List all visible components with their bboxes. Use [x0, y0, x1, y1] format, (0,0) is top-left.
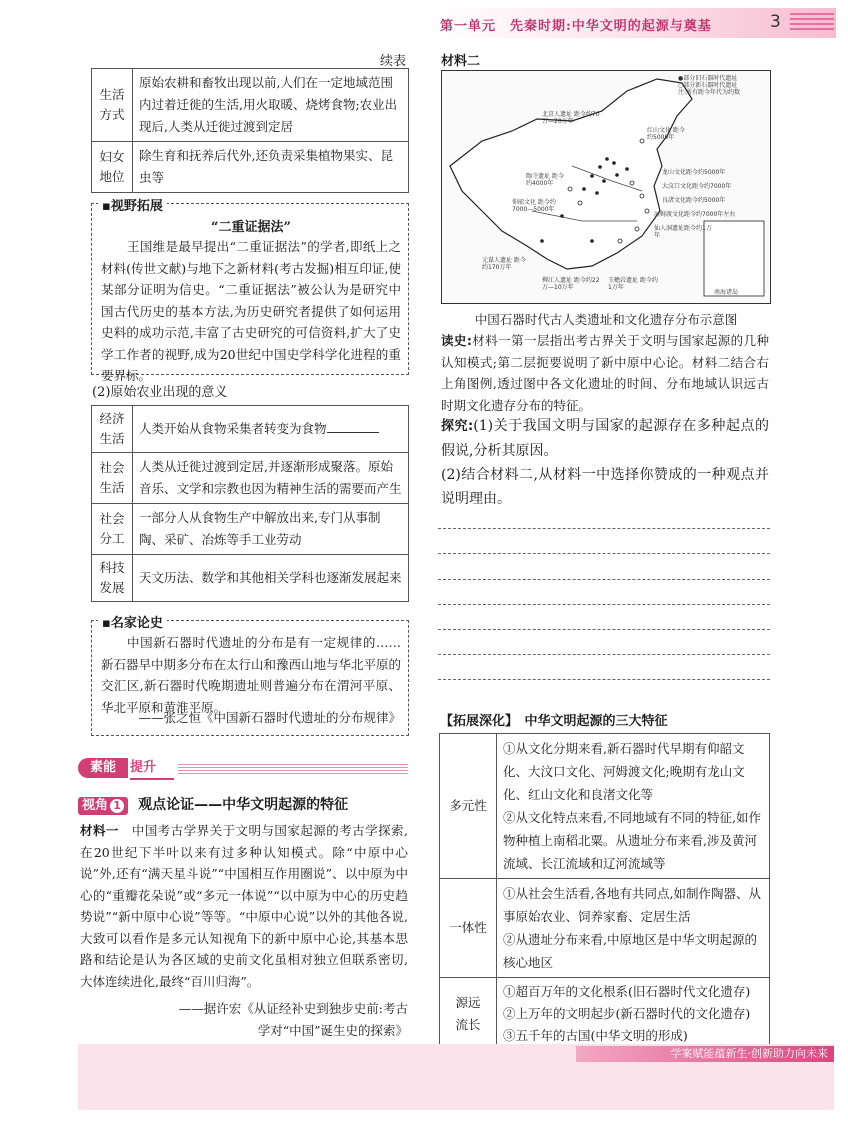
map-label: 仰韶文化 距今约7000—5000年: [512, 199, 556, 213]
view-tag-label: 视角: [82, 798, 109, 813]
feature-key: 一体性: [440, 879, 497, 978]
deep-tag: 【拓展深化】: [440, 714, 512, 729]
row-value-text: 人类开始从食物采集者转变为食物: [139, 421, 327, 436]
feature-item: ②从遗址分布来看,中原地区是中华文明起源的核心地区: [503, 932, 757, 970]
answer-line[interactable]: [438, 604, 770, 605]
footer-slogan: 学案赋能蕴新生·创新助力向未来: [576, 1046, 834, 1062]
row-key: 经济生活: [92, 406, 133, 453]
map-label: 大汶口文化距今约7000年: [662, 183, 732, 190]
table-row: [440, 879, 770, 978]
page-number: 3: [770, 12, 781, 32]
explore-section: [441, 414, 769, 463]
legend-item: 注:所有距今年代为约数: [678, 89, 741, 96]
row-value: 原始农耕和畜牧出现以前,人们在一定地域范围内过着迁徙的生活,用火取暖、烧烤食物;农业出现后,人类从迁徙过渡到定居: [133, 69, 409, 142]
feature-item: ①超百万年的文化根系(旧石器时代文化遗存): [503, 984, 751, 999]
material-one-label: 材料一: [80, 823, 119, 838]
row-key: 科技发展: [92, 555, 133, 602]
answer-line[interactable]: [438, 679, 770, 680]
material-one-source: ——据许宏《从证经补史到独步史前:考古学对“中国”诞生史的探索》: [178, 1001, 408, 1038]
table-row: [92, 555, 409, 602]
subheading-significance: (2)原始农业出现的意义: [92, 385, 228, 400]
map-label: 龙山文化距今约5000年: [662, 169, 726, 176]
feature-item: ①从社会生活看,各地有共同点,如制作陶器、从事原始农业、饲养家畜、定居生活: [503, 886, 761, 924]
row-key: 妇女地位: [92, 142, 133, 193]
view-tag: [78, 797, 128, 815]
reading-text: 材料一第一层指出考古界关于文明与国家起源的几种认知模式;第二层扼要说明了新中原中心论。材料二结合右上角图例,透过图中各文化遗址的时间、分布地域认识远古时期文化遗存分布的特征。: [441, 333, 769, 413]
row-value: 除生育和抚养后代外,还负责采集植物果实、昆虫等: [133, 142, 409, 193]
deep-title: 中华文明起源的三大特征: [524, 714, 668, 729]
map-label: 良渚文化距今约5000年: [662, 197, 726, 204]
map-label: 玉蟾岩遗址 距今约1万年: [608, 277, 658, 291]
vision-tag: ▪视野拓展: [98, 195, 167, 214]
feature-value: [497, 879, 770, 978]
map-caption: 中国石器时代古人类遗址和文化遗存分布示意图: [474, 312, 738, 327]
row-key: 社会分工: [92, 504, 133, 555]
map-label: 陶寺遗址 距今约4000年: [526, 173, 564, 187]
deep-heading: [440, 710, 668, 729]
map-label: 仙人洞遗址距今约1万年: [654, 225, 712, 239]
view-num-badge: 1: [110, 799, 124, 813]
question-1: (1)关于我国文明与国家的起源存在多种起点的假说,分析其原因。: [441, 418, 769, 459]
map-label: 北京人遗址 距今约70万—20万年: [542, 111, 600, 125]
row-value: 一部分人从食物生产中解放出来,专门从事制陶、采矿、冶炼等手工业劳动: [133, 504, 409, 555]
row-value: [133, 406, 409, 453]
scholar-text: 中国新石器时代遗址的分布是有一定规律的……新石器早中期多分布在太行山和豫西山地与华北平原的交汇区,新石器时代晚期遗址则普遍分布在渭河平原、华北平原和黄淮平原。: [101, 635, 402, 715]
feature-value: [497, 734, 770, 879]
table-significance: [91, 405, 409, 602]
features-table: [439, 733, 770, 1051]
map-label: 红山文化 距今约5000年: [647, 127, 685, 141]
feature-item: ③五千年的古国(中华文明的形成): [503, 1028, 688, 1043]
continued-label: 续表: [380, 54, 407, 69]
feature-key: 源远流长: [440, 978, 497, 1051]
scholar-tag: ▪名家论史: [98, 612, 167, 631]
explore-label: 探究:: [441, 419, 474, 434]
scholar-source: ——张之恒《中国新石器时代遗址的分布规律》: [138, 710, 401, 725]
vision-tag-label: 视野拓展: [110, 199, 163, 214]
map-label: 南海诸岛: [714, 289, 739, 296]
feature-item: ②上万年的文明起步(新石器时代的文化遗存): [503, 1006, 751, 1021]
banner-stripes: [178, 764, 408, 774]
question-2: (2)结合材料二,从材料一中选择你赞成的一种观点并说明理由。: [441, 467, 769, 507]
legend-item: ●部分旧石器时代遗址: [678, 75, 738, 82]
table-row: [92, 69, 409, 142]
banner-part-a: 素能: [78, 758, 128, 778]
table-row: [92, 453, 409, 504]
unit-title: 第一单元 先秦时期:中华文明的起源与奠基: [440, 19, 712, 34]
header-stripes: [790, 13, 834, 31]
table-row: [92, 406, 409, 453]
feature-key: 多元性: [440, 734, 497, 879]
map-legend: [678, 75, 768, 96]
reading-guide: [441, 330, 769, 416]
table-row: [92, 504, 409, 555]
view-title: 观点论证——中华文明起源的特征: [138, 797, 349, 813]
row-key: 生活方式: [92, 69, 133, 142]
feature-item: ②从文化特点来看,不同地域有不同的特征,如作物种植上南稻北粟。从遗址分布来看,涉及黄河流域、长江流域和辽河流域等: [503, 810, 761, 871]
scholar-tag-label: 名家论史: [110, 616, 163, 631]
view-heading: [78, 794, 348, 812]
answer-line[interactable]: [438, 528, 770, 529]
answer-line[interactable]: [438, 629, 770, 630]
ability-banner: [78, 758, 408, 778]
feature-value: [497, 978, 770, 1051]
reading-label: 读史:: [441, 333, 472, 348]
map-label: 河姆渡文化距今约7000年左右: [654, 211, 736, 218]
china-map: [441, 70, 771, 304]
answer-line[interactable]: [438, 579, 770, 580]
legend-item: ○部分新石器时代遗址: [678, 82, 738, 89]
vision-text: 王国维是最早提出“二重证据法”的学者,即纸上之材料(传世文献)与地下之新材料(考古发掘)相互印证,使某部分证明为信史。“二重证据法”被公认为是研究中国古代历史的基本方法,为历史研究者提供了如何运用史料的成功示范,丰富了古史研究的可信资料,扩大了史学工作者的视野,成为20世纪中国史学科学化进程的重要界标。: [101, 239, 401, 383]
banner-part-b: 提升: [130, 758, 174, 780]
map-label: 元谋人遗址 距今约170万年: [482, 257, 526, 271]
fill-blank: [327, 432, 379, 433]
material-two-label: 材料二: [441, 54, 481, 69]
table-row: [440, 978, 770, 1051]
map-label: 柳江人遗址 距今约22万—10万年: [542, 277, 600, 291]
vision-title: “二重证据法”: [211, 220, 291, 235]
answer-line[interactable]: [438, 553, 770, 554]
row-value: 天文历法、数学和其他相关学科也逐渐发展起来: [133, 555, 409, 602]
row-value: 人类从迁徙过渡到定居,并逐渐形成聚落。原始音乐、文学和宗教也因为精神生活的需要而产生: [133, 453, 409, 504]
material-one: [80, 820, 408, 992]
row-key: 社会生活: [92, 453, 133, 504]
answer-line[interactable]: [438, 654, 770, 655]
table-lifestyle: [91, 68, 409, 193]
table-row: [440, 734, 770, 879]
material-one-text: 中国考古学界关于文明与国家起源的考古学探索,在20世纪下半叶以来有过多种认知模式。除“中原中心说”外,还有“满天星斗说”“中国相互作用圈说”、以中原为中心的“重瓣花朵说”或“多元一体说”“以中原为中心的历史趋势说”“新中原中心说”等等。“中原中心说”以外的其他各说,大致可以看作是多元认知视角下的新中原中心论,其基本思路和结论是认为各区域的史前文化虽相对独立但联系密切,大体连续进化,最终“百川归海”。: [80, 823, 408, 989]
feature-item: ①从文化分期来看,新石器时代早期有仰韶文化、大汶口文化、河姆渡文化;晚期有龙山文化、红山文化和良渚文化等: [503, 741, 745, 802]
table-row: [92, 142, 409, 193]
